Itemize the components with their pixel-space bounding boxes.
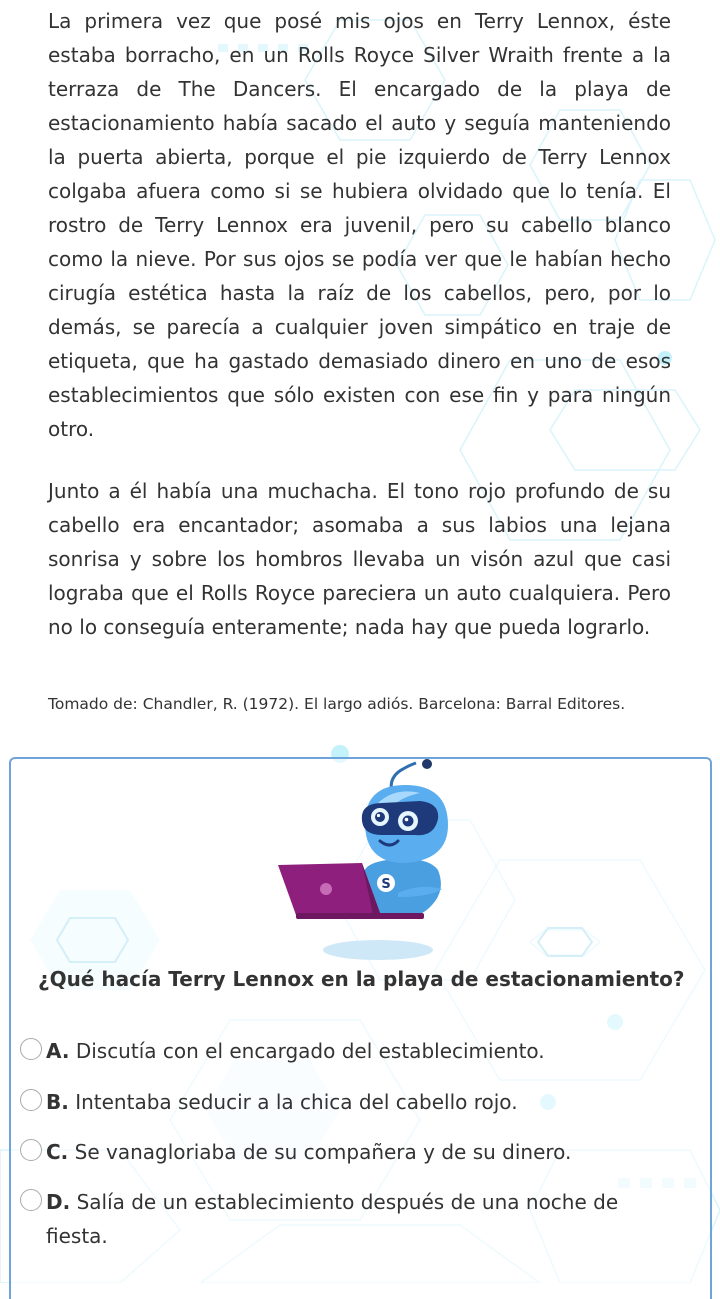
option-label: Intentaba seducir a la chica del cabello rojo. — [75, 1090, 518, 1114]
option-letter: A. — [46, 1039, 70, 1063]
robot-with-laptop-icon — [270, 755, 460, 965]
radio-circle-icon[interactable] — [20, 1089, 42, 1111]
passage-paragraph-2: Junto a él había una muchacha. El tono rojo profundo de su cabello era encantador; asomaba a sus labios una lejana sonrisa y sobre los hombros llevaba un visón azul que casi lograba que el Rolls Royce pareciera un auto cualquiera. Pero no lo conseguía enteramente; nada hay que pueda lograrlo. — [48, 479, 671, 639]
radio-circle-icon[interactable] — [20, 1139, 42, 1161]
option-d[interactable] — [20, 1185, 670, 1253]
option-c[interactable] — [20, 1135, 670, 1169]
mascot-badge-letter: S — [381, 877, 391, 892]
option-letter: C. — [46, 1140, 69, 1164]
option-a-text — [46, 1034, 666, 1068]
option-b-text — [46, 1085, 666, 1119]
option-c-text — [46, 1135, 666, 1169]
passage-paragraph-1: La primera vez que posé mis ojos en Terry Lennox, éste estaba borracho, en un Rolls Royce Silver Wraith frente a la terraza de The Dancers. El encargado de la playa de estacionamiento había sacado el auto y seguía manteniendo la puerta abierta, porque el pie izquierdo de Terry Lennox colgaba afuera como si se hubiera olvidado que lo tenía. El rostro de Terry Lennox era juvenil, pero su cabello blanco como la nieve. Por sus ojos se podía ver que le habían hecho cirugía estética hasta la raíz de los cabellos, pero, por lo demás, se parecía a cualquier joven simpático en traje de etiqueta, que ha gastado demasiado dinero en uno de esos establecimientos que sólo existen con ese fin y para ningún otro. — [48, 9, 671, 441]
option-letter: B. — [46, 1090, 69, 1114]
source-citation: Tomado de: Chandler, R. (1972). El largo adiós. Barcelona: Barral Editores. — [48, 695, 626, 713]
reading-passage — [48, 4, 671, 644]
option-d-text — [46, 1185, 666, 1253]
option-label: Se vanagloriaba de su compañera y de su dinero. — [74, 1140, 572, 1164]
option-label: Salía de un establecimiento después de una noche de fiesta. — [46, 1190, 619, 1248]
radio-circle-icon[interactable] — [20, 1038, 42, 1060]
option-b[interactable] — [20, 1085, 670, 1119]
question-text: ¿Qué hacía Terry Lennox en la playa de estacionamiento? — [38, 967, 685, 991]
option-label: Discutía con el encargado del establecimiento. — [75, 1039, 545, 1063]
option-letter: D. — [46, 1190, 71, 1214]
radio-circle-icon[interactable] — [20, 1189, 42, 1211]
option-a[interactable] — [20, 1034, 670, 1068]
